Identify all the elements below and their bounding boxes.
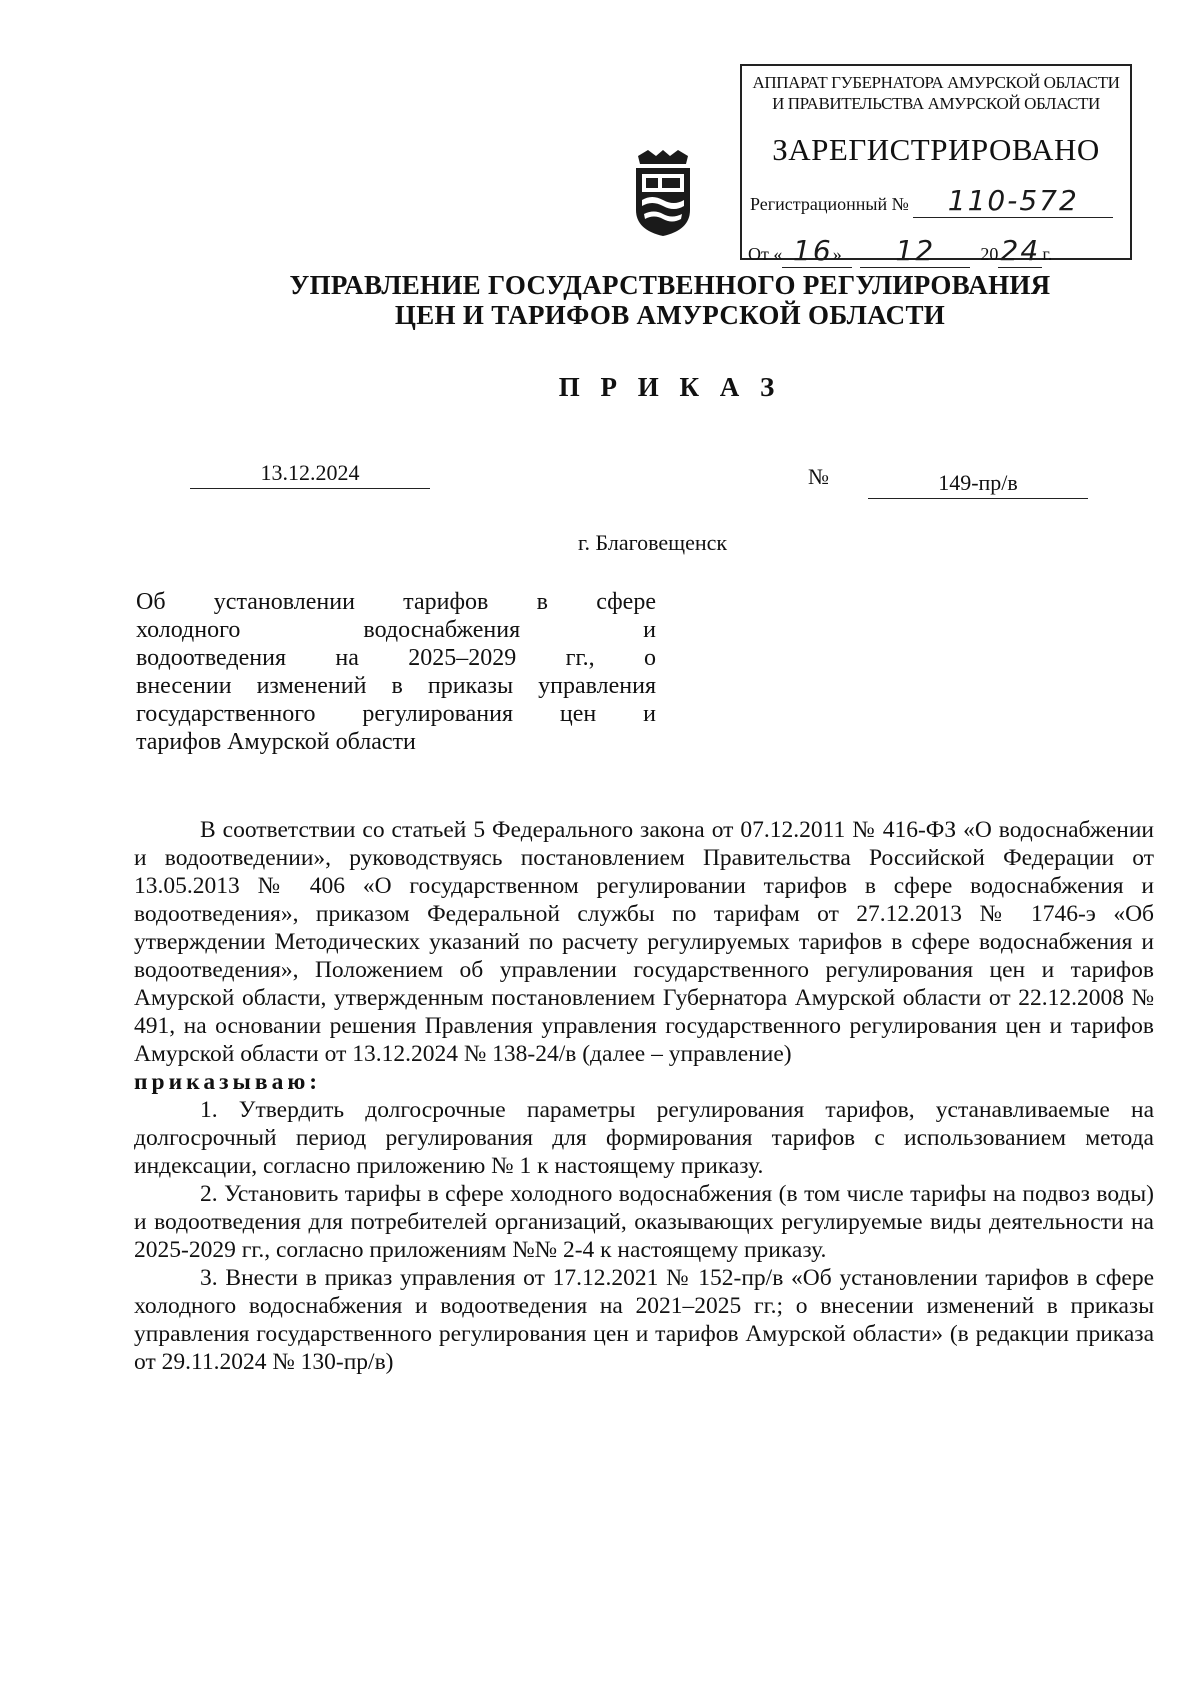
subject-line: внесении изменений в приказы управления	[136, 673, 656, 699]
stamp-date-line	[748, 234, 1052, 268]
authority-name-line1: УПРАВЛЕНИЕ ГОСУДАРСТВЕННОГО РЕГУЛИРОВАНИЯ	[289, 270, 1051, 300]
document-body	[134, 816, 1154, 1376]
document-subject	[136, 588, 656, 756]
stamp-reg-label: Регистрационный №	[750, 194, 909, 214]
subject-line: тарифов Амурской области	[136, 729, 416, 755]
stamp-date-month: 12	[895, 234, 936, 267]
stamp-org-line2: И ПРАВИТЕЛЬСТВА АМУРСКОЙ ОБЛАСТИ	[772, 94, 1100, 113]
stamp-date-year-end: г.	[1042, 244, 1053, 264]
subject-line: государственного регулирования цен и	[136, 701, 656, 727]
stamp-reg-line	[750, 184, 1113, 218]
document-number: 149-пр/в	[868, 470, 1088, 499]
subject-line: Об установлении тарифов в сфере	[136, 589, 656, 615]
stamp-date-day: 16	[793, 234, 833, 267]
document-date: 13.12.2024	[190, 460, 430, 489]
stamp-org-line1: АППАРАТ ГУБЕРНАТОРА АМУРСКОЙ ОБЛАСТИ	[752, 73, 1120, 92]
preamble-paragraph: В соответствии со статьей 5 Федерального закона от 07.12.2011 № 416-ФЗ «О водоснабжении и водоотведении», руководствуясь постановлением Правительства Российской Федерации от 13.05.2013 № 406 «О государственном регулировании тарифов в сфере водоснабжения и водоотведения», приказом Федеральной службы по тарифам от 27.12.2013 № 1746-э «Об утверждении Методических указаний по расчету регулируемых тарифов в сфере водоснабжения и водоотведения», Положением об управлении государственного регулирования цен и тарифов Амурской области, утвержденным постановлением Губернатора Амурской области от 22.12.2008 № 491, на основании решения Правления управления государственного регулирования цен и тарифов Амурской области от 13.12.2024 № 138-24/в (далее – управление)	[134, 817, 1154, 1067]
subject-line: водоотведения на 2025–2029 гг., о	[136, 645, 656, 671]
registration-stamp	[740, 64, 1132, 267]
order-item-2: 2. Установить тарифы в сфере холодного водоснабжения (в том числе тарифы на подвоз воды) и водоотведения для потребителей организаций, оказывающих регулируемые виды деятельности на 2025-2029 гг., согласно приложениям №№ 2-4 к настоящему приказу.	[134, 1181, 1154, 1263]
stamp-date-day-close: »	[832, 244, 842, 264]
document-type: П Р И К А З	[558, 372, 782, 402]
subject-line: холодного водоснабжения и	[136, 617, 656, 643]
number-label: №	[808, 464, 829, 489]
order-item-1: 1. Утвердить долгосрочные параметры регулирования тарифов, устанавливаемые на долгосрочный период регулирования для формирования тарифов с использованием метода индексации, согласно приложению № 1 к настоящему приказу.	[134, 1097, 1154, 1179]
stamp-title: ЗАРЕГИСТРИРОВАНО	[772, 132, 1100, 167]
orders-word: приказываю:	[134, 1069, 322, 1095]
stamp-date-year: 24	[1000, 234, 1041, 267]
stamp-date-prefix: От «	[748, 244, 783, 264]
order-item-3: 3. Внести в приказ управления от 17.12.2021 № 152-пр/в «Об установлении тарифов в сфере холодного водоснабжения и водоотведения на 2021–2025 гг.; о внесении изменений в приказы управления государственного регулирования цен и тарифов Амурской области» (в редакции приказа от 29.11.2024 № 130-пр/в)	[134, 1265, 1154, 1375]
authority-name-line2: ЦЕН И ТАРИФОВ АМУРСКОЙ ОБЛАСТИ	[394, 300, 946, 330]
coat-of-arms-icon	[628, 148, 698, 238]
stamp-reg-number: 110-572	[947, 184, 1079, 217]
document-city: г. Благовещенск	[578, 530, 728, 555]
stamp-date-year-prefix: 20	[980, 244, 999, 264]
